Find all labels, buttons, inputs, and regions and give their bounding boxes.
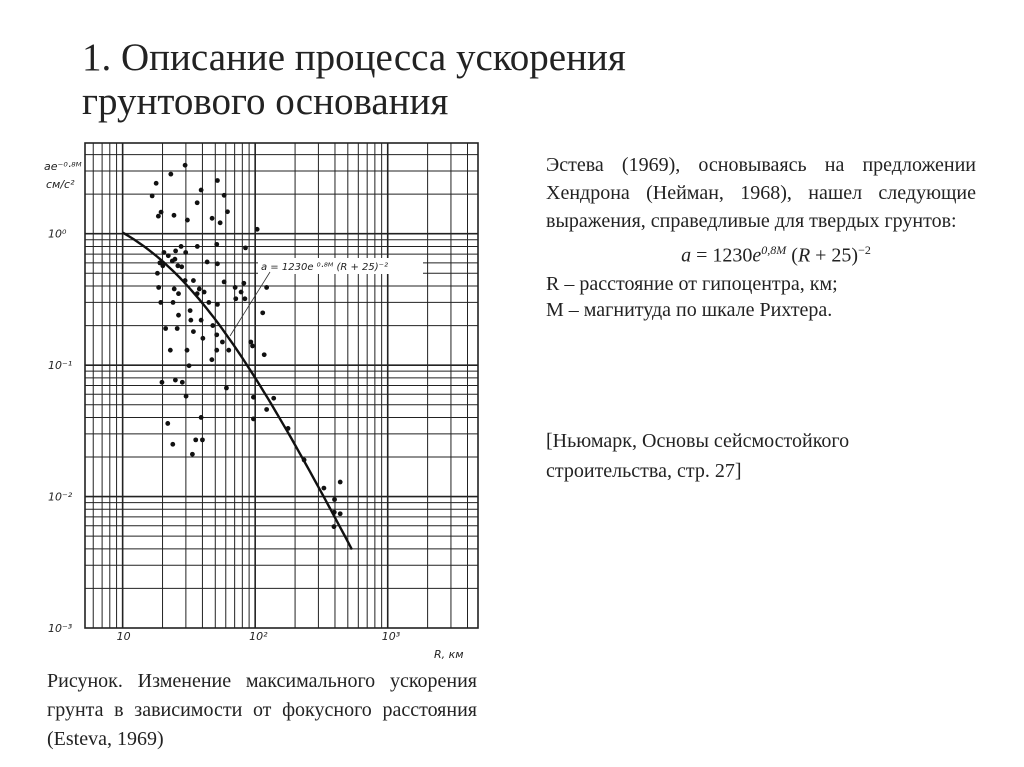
- data-point: [172, 213, 177, 218]
- y-axis-label-line2: см/с²: [46, 178, 75, 191]
- fit-curve-group: [123, 233, 352, 550]
- formula-exponent: 0,8M: [761, 243, 787, 257]
- citation: [Ньюмарк, Основы сейсмостойкого строительства, стр. 27]: [546, 430, 850, 482]
- data-point: [199, 188, 204, 193]
- data-point: [225, 209, 230, 214]
- data-point: [160, 263, 165, 268]
- x-tick-label: 10: [116, 630, 131, 643]
- data-point: [191, 329, 196, 334]
- data-point: [168, 348, 173, 353]
- data-point: [158, 300, 163, 305]
- data-point: [176, 313, 181, 318]
- data-point: [168, 172, 173, 177]
- data-point: [251, 395, 256, 400]
- data-point: [226, 348, 231, 353]
- data-point: [243, 245, 248, 250]
- data-point: [255, 227, 260, 232]
- y-tick-label: 10⁻¹: [48, 359, 73, 373]
- data-point: [220, 340, 225, 345]
- data-point: [239, 290, 244, 295]
- y-tick-label: 10⁰: [48, 227, 67, 241]
- data-point: [171, 300, 176, 305]
- data-point: [154, 181, 159, 186]
- data-point: [156, 214, 161, 219]
- data-point: [159, 210, 164, 215]
- y-tick-label: 10⁻²: [48, 490, 73, 504]
- x-tick-label: 10³: [381, 630, 401, 643]
- data-point: [195, 244, 200, 249]
- data-point: [260, 310, 265, 315]
- r-definition: R – расстояние от гипоцентра, км;: [546, 272, 838, 295]
- scatter-points: [150, 163, 343, 529]
- data-point: [321, 486, 326, 491]
- data-point: [195, 200, 200, 205]
- data-point: [215, 261, 220, 266]
- data-point: [264, 285, 269, 290]
- data-point: [183, 163, 188, 168]
- data-point: [206, 300, 211, 305]
- y-tick-label: 10⁻³: [48, 622, 73, 635]
- chart-svg: [40, 140, 520, 665]
- data-point: [286, 426, 291, 431]
- data-point: [224, 386, 229, 391]
- formula-e: e: [752, 244, 762, 267]
- data-point: [172, 287, 177, 292]
- data-point: [183, 278, 188, 283]
- data-point: [173, 257, 178, 262]
- data-point: [251, 416, 256, 421]
- data-point: [195, 291, 200, 296]
- data-point: [160, 380, 165, 385]
- data-point: [150, 193, 155, 198]
- data-point: [241, 281, 246, 286]
- formula-r: R: [797, 244, 811, 267]
- formula: [576, 237, 976, 269]
- data-point: [209, 357, 214, 362]
- data-point: [218, 220, 223, 225]
- fit-curve-line: [123, 233, 352, 550]
- formula-coef: = 1230: [691, 244, 753, 267]
- data-point: [199, 415, 204, 420]
- x-tick-label: 10²: [249, 630, 268, 643]
- data-point: [183, 250, 188, 255]
- y-axis-label-line1: ae⁻⁰·⁸ᴹ: [44, 160, 82, 173]
- data-point: [233, 296, 238, 301]
- data-point: [191, 278, 196, 283]
- data-point: [173, 378, 178, 383]
- m-definition: М – магнитуда по шкале Рихтера.: [546, 298, 833, 321]
- data-point: [214, 348, 219, 353]
- annotation-leader-line: [230, 272, 270, 336]
- data-point: [200, 336, 205, 341]
- data-point: [185, 348, 190, 353]
- data-point: [250, 344, 255, 349]
- data-point: [332, 497, 337, 502]
- figure-caption: Рисунок. Изменение максимального ускорения грунта в зависимости от фокусного расстояния (Esteva, 1969): [47, 670, 477, 750]
- data-point: [193, 437, 198, 442]
- data-point: [210, 323, 215, 328]
- data-point: [215, 302, 220, 307]
- data-point: [165, 421, 170, 426]
- data-point: [271, 396, 276, 401]
- formula-power: −2: [858, 243, 871, 257]
- data-point: [233, 285, 238, 290]
- data-point: [338, 511, 343, 516]
- x-axis-label: R, км: [434, 648, 464, 661]
- data-point: [200, 437, 205, 442]
- data-point: [163, 326, 168, 331]
- formula-paren: (: [786, 244, 798, 267]
- data-point: [180, 380, 185, 385]
- data-point: [176, 291, 181, 296]
- formula-annotation: a = 1230e ⁰·⁸ᴹ (R + 25)⁻²: [261, 262, 388, 273]
- data-point: [215, 178, 220, 183]
- description-paragraph: Эстева (1969), основываясь на предложении Хендрона (Нейман, 1968), нашел следующие выражения, справедливые для твердых грунтов:: [546, 154, 976, 232]
- data-point: [188, 308, 193, 313]
- data-point: [332, 524, 337, 529]
- data-point: [185, 218, 190, 223]
- data-point: [175, 326, 180, 331]
- data-point: [332, 510, 337, 515]
- data-point: [179, 244, 184, 249]
- data-point: [175, 263, 180, 268]
- data-point: [338, 480, 343, 485]
- data-point: [202, 290, 207, 295]
- data-point: [214, 242, 219, 247]
- data-point: [184, 394, 189, 399]
- formula-plus: + 25): [810, 244, 859, 267]
- data-point: [222, 279, 227, 284]
- description-block: [546, 151, 976, 323]
- formula-lhs: a: [681, 244, 692, 267]
- data-point: [222, 193, 227, 198]
- data-point: [187, 363, 192, 368]
- data-point: [242, 296, 247, 301]
- chart-grid: [85, 143, 478, 628]
- data-point: [156, 285, 161, 290]
- title-line-2: грунтового основания: [82, 80, 449, 123]
- data-point: [162, 250, 167, 255]
- data-point: [302, 458, 307, 463]
- data-point: [170, 442, 175, 447]
- data-point: [166, 253, 171, 258]
- data-point: [173, 248, 178, 253]
- data-point: [264, 407, 269, 412]
- title-line-1: 1. Описание процесса ускорения: [82, 36, 626, 79]
- data-point: [197, 287, 202, 292]
- data-point: [214, 332, 219, 337]
- slide-title: [82, 36, 982, 124]
- data-point: [190, 452, 195, 457]
- data-point: [205, 260, 210, 265]
- acceleration-chart: [40, 140, 520, 665]
- data-point: [262, 352, 267, 357]
- data-point: [199, 318, 204, 323]
- data-point: [155, 271, 160, 276]
- data-point: [188, 318, 193, 323]
- data-point: [210, 216, 215, 221]
